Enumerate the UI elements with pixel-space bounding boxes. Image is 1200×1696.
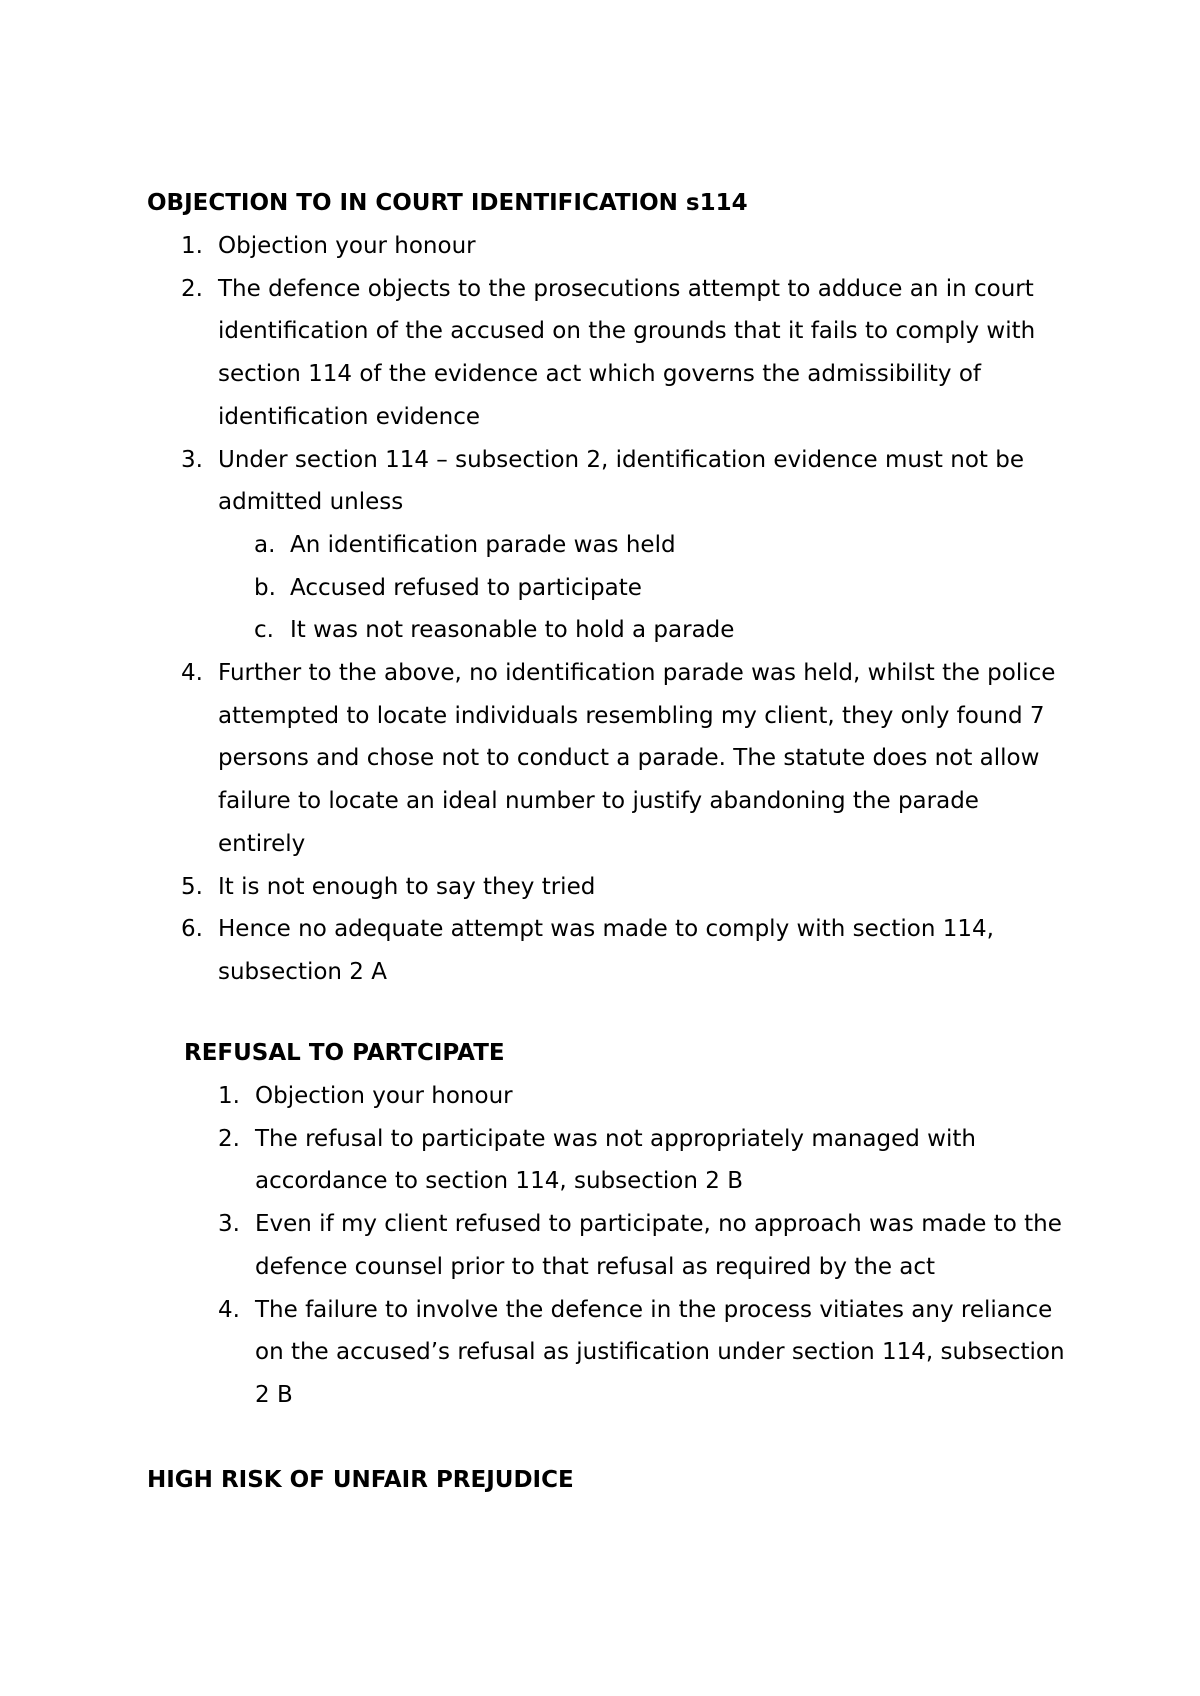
list-item	[184, 1289, 1084, 1417]
list-marker: 2.	[218, 1125, 240, 1152]
list-item-text: Objection your honour	[255, 1083, 513, 1109]
list-item	[184, 1075, 1084, 1118]
list-marker: 4.	[218, 1296, 240, 1323]
list-item-text: The failure to involve the defence in the process vitiates any reliance on the accused’s refusal as justification under section 114, subsection 2 B	[255, 1296, 1065, 1408]
sublist-marker: a.	[254, 531, 276, 558]
list-item	[147, 225, 1067, 268]
sublist-item-text: It was not reasonable to hold a parade	[290, 617, 735, 644]
refusal-list	[184, 1075, 1084, 1417]
list-marker: 5.	[181, 873, 203, 900]
list-item	[147, 866, 1067, 909]
section-heading-refusal: REFUSAL TO PARTCIPATE	[184, 1040, 505, 1066]
conditions-sublist	[218, 524, 1067, 652]
sublist-marker: b.	[254, 574, 276, 601]
list-item-text: Even if my client refused to participate, no approach was made to the defence counsel prior to that refusal as required by the act	[255, 1211, 1062, 1280]
list-item-text: Objection your honour	[218, 233, 476, 259]
list-marker: 3.	[181, 446, 203, 473]
list-item-text: The refusal to participate was not appropriately managed with accordance to section 114, subsection 2 B	[255, 1125, 976, 1195]
list-item	[147, 652, 1067, 866]
sublist-item	[218, 609, 1067, 652]
list-item-text: Hence no adequate attempt was made to comply with section 114, subsection 2 A	[218, 916, 994, 985]
list-marker: 1.	[181, 233, 203, 259]
section-heading-prejudice: HIGH RISK OF UNFAIR PREJUDICE	[147, 1467, 574, 1493]
sublist-marker: c.	[254, 617, 274, 644]
list-item	[184, 1118, 1084, 1203]
list-item	[147, 268, 1067, 439]
list-item-text: Under section 114 – subsection 2, identification evidence must not be admitted unless	[218, 446, 1024, 516]
section-heading-objection: OBJECTION TO IN COURT IDENTIFICATION s114	[147, 190, 748, 216]
list-marker: 3.	[218, 1211, 240, 1238]
list-item	[147, 439, 1067, 653]
list-marker: 2.	[181, 275, 203, 302]
sublist-item	[218, 524, 1067, 567]
list-item	[184, 1203, 1084, 1288]
list-item-text: It is not enough to say they tried	[218, 873, 596, 900]
list-marker: 1.	[218, 1083, 240, 1109]
list-marker: 6.	[181, 916, 203, 943]
sublist-item	[218, 567, 1067, 610]
list-item	[147, 908, 1067, 993]
sublist-item-text: Accused refused to participate	[290, 574, 642, 601]
objection-list	[147, 225, 1067, 994]
list-marker: 4.	[181, 660, 203, 687]
list-item-text: Further to the above, no identification parade was held, whilst the police attempted to locate individuals resembling my client, they only found 7 persons and chose not to conduct a parade. The statute does not allow failure to locate an ideal number to justify abandoning the parade entirely	[218, 660, 1056, 857]
sublist-item-text: An identification parade was held	[290, 531, 676, 558]
list-item-text: The defence objects to the prosecutions attempt to adduce an in court identification of the accused on the grounds that it fails to comply with section 114 of the evidence act which governs the admissibility of identification evidence	[218, 275, 1036, 430]
